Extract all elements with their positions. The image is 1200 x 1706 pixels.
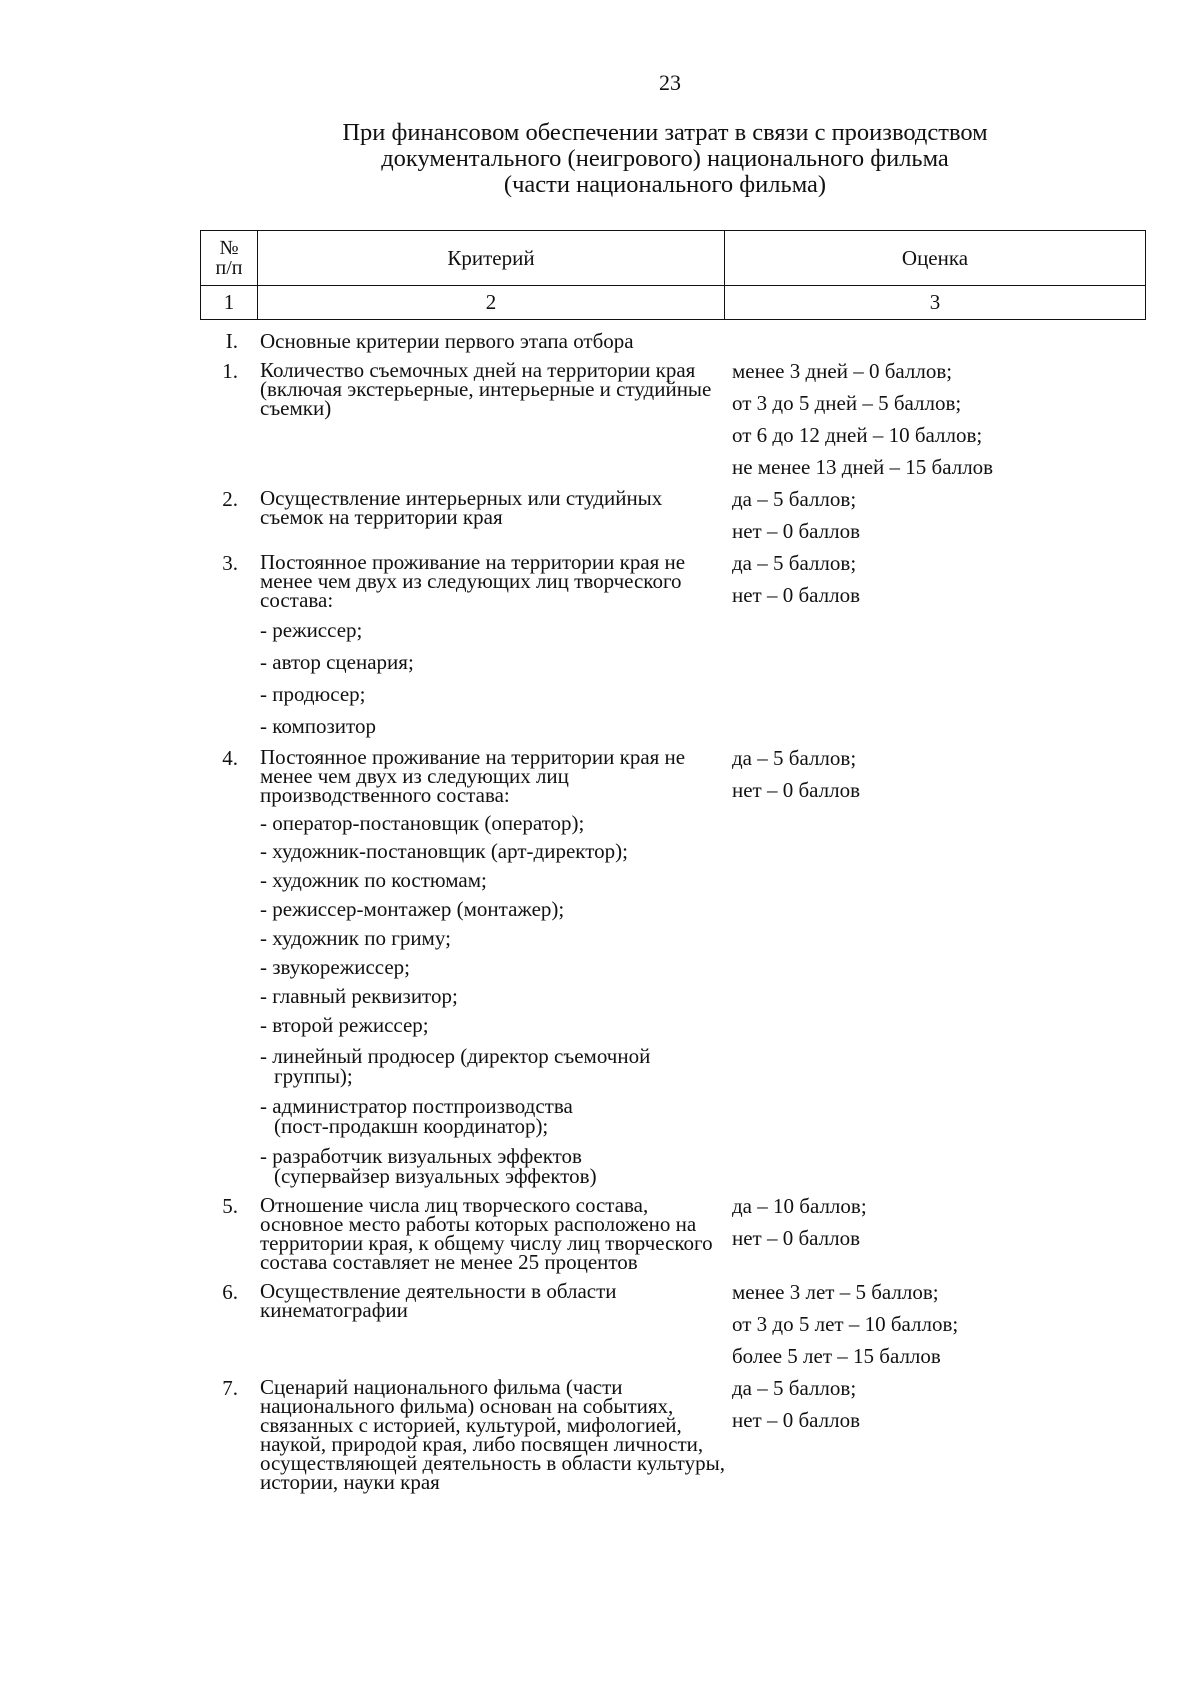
row-criterion: Количество съемочных дней на территории края (включая экстерьерные, интерьерные и студийные съемки) [260,358,712,420]
table-row [200,1276,1146,1372]
row-criterion-block [260,742,726,1190]
row-num: 3. [222,551,238,575]
row-scores [726,1372,1132,1436]
section-row [200,325,1146,357]
row-scores [726,1276,1132,1372]
list-item: - главный реквизитор; [260,984,458,1008]
list-item: - продюсер; [260,682,366,706]
score-line: нет – 0 баллов [732,583,861,607]
table-row [200,547,1146,742]
score-line: менее 3 лет – 5 баллов; [732,1280,939,1304]
page-number: 23 [659,70,681,95]
row-criterion: Осуществление деятельности в области кинематографии [260,1279,617,1322]
document-heading [200,120,1130,198]
section-num: I. [225,329,238,353]
score-line: от 3 до 5 лет – 10 баллов; [732,1312,959,1336]
table-row [200,483,1146,547]
col-index-3: 3 [725,286,1146,320]
list-item-continuation: группы); [274,1064,353,1088]
table-row [200,1190,1146,1276]
row-scores [726,1190,1132,1254]
score-line: да – 10 баллов; [732,1194,867,1218]
row-scores [726,483,1132,547]
score-line: менее 3 дней – 0 баллов; [732,359,953,383]
section-title: Основные критерии первого этапа отбора [260,329,634,353]
list-item [260,1090,726,1140]
criteria-rows [200,325,1146,1496]
score-line: не менее 13 дней – 15 баллов [732,455,994,479]
row-criterion-block [260,547,726,742]
row-num: 6. [222,1280,238,1304]
row-scores [726,355,1132,483]
score-line: нет – 0 баллов [732,778,861,802]
row-criterion: Постоянное проживание на территории края не менее чем двух из следующих лиц творческого состава: [260,550,686,612]
row-num: 1. [222,359,238,383]
score-line: более 5 лет – 15 баллов [732,1344,941,1368]
row-num: 4. [222,746,238,770]
score-line: от 3 до 5 дней – 5 баллов; [732,391,962,415]
row-scores [726,547,1132,611]
list-item-continuation: (супервайзер визуальных эффектов) [274,1164,597,1188]
col-index-1: 1 [201,286,258,320]
table-row [200,355,1146,483]
list-item: - оператор-постановщик (оператор); [260,811,585,835]
table-row [200,742,1146,1190]
list-item: - второй режиссер; [260,1013,429,1037]
row-num: 5. [222,1194,238,1218]
heading-line-2: документального (неигрового) национального фильма [381,145,949,172]
heading-line-1: При финансовом обеспечении затрат в связи с производством [342,119,988,146]
score-line: да – 5 баллов; [732,1376,857,1400]
list-item [260,1040,726,1090]
list-item: - композитор [260,714,376,738]
list-item-first-line: - разработчик визуальных эффектов [260,1144,582,1168]
row-criterion: Сценарий национального фильма (части национального фильма) основан на событиях, связанных с историей, культурой, мифологией, наукой, природой края, либо посвящен личности, осуществляющей деятельность в области культуры, истории, науки края [260,1375,725,1494]
header-num [201,231,258,286]
header-criterion: Критерий [258,231,725,286]
score-line: да – 5 баллов; [732,746,857,770]
list-item: - звукорежиссер; [260,955,410,979]
row-criterion: Постоянное проживание на территории края не менее чем двух из следующих лиц производственного состава: [260,745,686,807]
row-num: 2. [222,487,238,511]
header-num-text: № п/п [215,237,243,279]
table-row [200,1372,1146,1496]
score-line: да – 5 баллов; [732,551,857,575]
score-line: нет – 0 баллов [732,519,861,543]
score-line: нет – 0 баллов [732,1408,861,1432]
list-item: - художник по гриму; [260,926,451,950]
list-item [260,1140,726,1190]
row-criterion: Отношение числа лиц творческого состава, основное место работы которых расположено на территории края, к общему числу лиц творческого состава составляет не менее 25 процентов [260,1193,713,1274]
row-num: 7. [222,1376,238,1400]
list-item: - режиссер; [260,618,363,642]
list-item-first-line: - администратор постпроизводства [260,1094,573,1118]
list-item-continuation: (пост-продакшн координатор); [274,1114,549,1138]
list-item: - художник по костюмам; [260,868,487,892]
row-criterion: Осуществление интерьерных или студийных съемок на территории края [260,486,663,529]
score-line: нет – 0 баллов [732,1226,861,1250]
list-item-first-line: - линейный продюсер (директор съемочной [260,1044,651,1068]
score-line: от 6 до 12 дней – 10 баллов; [732,423,983,447]
header-score: Оценка [725,231,1146,286]
criteria-table-header [200,230,1146,320]
score-line: да – 5 баллов; [732,487,857,511]
row-scores [726,742,1132,806]
list-item: - художник-постановщик (арт-директор); [260,839,628,863]
heading-line-3: (части национального фильма) [503,171,827,198]
col-index-2: 2 [258,286,725,320]
list-item: - режиссер-монтажер (монтажер); [260,897,565,921]
list-item: - автор сценария; [260,650,414,674]
